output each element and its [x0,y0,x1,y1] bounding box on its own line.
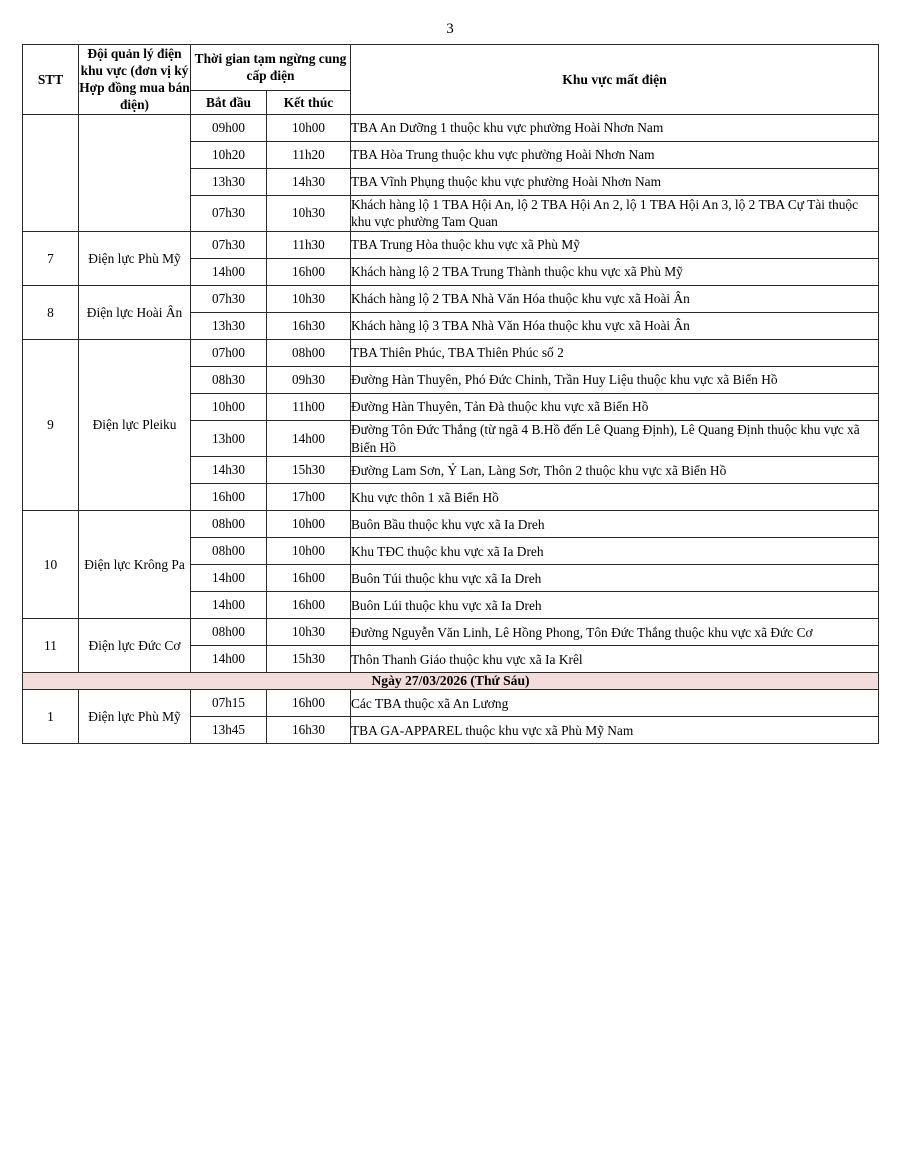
cell-area: TBA GA-APPAREL thuộc khu vực xã Phù Mỹ Nam [351,717,879,744]
cell-area: Đường Hàn Thuyên, Tản Đà thuộc khu vực xã Biển Hồ [351,394,879,421]
cell-area: Khu TĐC thuộc khu vực xã Ia Dreh [351,538,879,565]
cell-stt: 10 [23,511,79,619]
cell-area: Khách hàng lộ 2 TBA Nhà Văn Hóa thuộc khu vực xã Hoài Ân [351,286,879,313]
cell-area: Khách hàng lộ 1 TBA Hội An, lộ 2 TBA Hội An 2, lộ 1 TBA Hội An 3, lộ 2 TBA Cự Tài thuộc khu vực phường Tam Quan [351,195,879,231]
page-number: 3 [446,21,454,37]
cell-team: Điện lực Phù Mỹ [79,232,191,286]
cell-area: Khách hàng lộ 2 TBA Trung Thành thuộc khu vực xã Phù Mỹ [351,259,879,286]
cell-end-time: 14h00 [267,421,351,457]
cell-area: TBA An Dưỡng 1 thuộc khu vực phường Hoài Nhơn Nam [351,114,879,141]
header-start-time: Bắt đầu [191,90,267,114]
cell-end-time: 11h20 [267,141,351,168]
cell-start-time: 14h00 [191,565,267,592]
cell-area: Buôn Lúi thuộc khu vực xã Ia Dreh [351,592,879,619]
cell-start-time: 14h00 [191,646,267,673]
cell-end-time: 16h00 [267,565,351,592]
cell-end-time: 16h30 [267,717,351,744]
cell-end-time: 10h30 [267,619,351,646]
cell-area: Khu vực thôn 1 xã Biển Hồ [351,484,879,511]
cell-end-time: 10h00 [267,114,351,141]
cell-area: Buôn Túi thuộc khu vực xã Ia Dreh [351,565,879,592]
cell-area: Đường Hàn Thuyên, Phó Đức Chinh, Trần Huy Liệu thuộc khu vực xã Biển Hồ [351,367,879,394]
cell-start-time: 07h30 [191,195,267,231]
cell-end-time: 08h00 [267,340,351,367]
cell-end-time: 17h00 [267,484,351,511]
table-row [23,511,879,538]
header-end-time: Kết thúc [267,90,351,114]
cell-team: Điện lực Phù Mỹ [79,690,191,744]
cell-area: Thôn Thanh Giáo thuộc khu vực xã Ia Krêl [351,646,879,673]
header-area: Khu vực mất điện [351,45,879,115]
cell-end-time: 11h00 [267,394,351,421]
cell-start-time: 07h00 [191,340,267,367]
cell-stt [23,114,79,231]
cell-start-time: 07h30 [191,232,267,259]
cell-end-time: 15h30 [267,646,351,673]
cell-start-time: 13h30 [191,168,267,195]
table-row [23,619,879,646]
cell-start-time: 14h00 [191,259,267,286]
cell-area: Đường Nguyễn Văn Linh, Lê Hồng Phong, Tôn Đức Thắng thuộc khu vực xã Đức Cơ [351,619,879,646]
header-team: Đội quản lý điện khu vực (đơn vị ký Hợp đồng mua bán điện) [79,46,190,113]
cell-start-time: 09h00 [191,114,267,141]
cell-end-time: 14h30 [267,168,351,195]
cell-end-time: 16h00 [267,690,351,717]
table-row [23,690,879,717]
table-body [23,114,879,744]
cell-area: TBA Thiên Phúc, TBA Thiên Phúc số 2 [351,340,879,367]
cell-start-time: 07h15 [191,690,267,717]
cell-start-time: 13h45 [191,717,267,744]
cell-start-time: 16h00 [191,484,267,511]
cell-area: Các TBA thuộc xã An Lương [351,690,879,717]
cell-end-time: 16h00 [267,259,351,286]
date-banner: Ngày 27/03/2026 (Thứ Sáu) [23,673,879,690]
cell-start-time: 08h30 [191,367,267,394]
cell-start-time: 14h30 [191,457,267,484]
cell-area: Buôn Bầu thuộc khu vực xã Ia Dreh [351,511,879,538]
cell-stt: 1 [23,690,79,744]
outage-schedule-table-wrapper [22,44,878,744]
cell-end-time: 16h00 [267,592,351,619]
cell-start-time: 14h00 [191,592,267,619]
table-header [23,45,879,115]
cell-end-time: 10h00 [267,511,351,538]
cell-stt: 7 [23,232,79,286]
cell-end-time: 10h30 [267,286,351,313]
date-banner-row [23,673,879,690]
cell-start-time: 08h00 [191,619,267,646]
cell-stt: 9 [23,340,79,511]
cell-end-time: 15h30 [267,457,351,484]
cell-team [79,114,191,231]
cell-stt: 8 [23,286,79,340]
cell-team: Điện lực Đức Cơ [79,619,191,673]
cell-team: Điện lực Pleiku [79,340,191,511]
cell-end-time: 09h30 [267,367,351,394]
table-row [23,340,879,367]
cell-area: TBA Vĩnh Phụng thuộc khu vực phường Hoài Nhơn Nam [351,168,879,195]
cell-stt: 11 [23,619,79,673]
cell-start-time: 08h00 [191,511,267,538]
table-row [23,286,879,313]
cell-start-time: 10h20 [191,141,267,168]
header-time-group: Thời gian tạm ngừng cung cấp điện [191,45,351,91]
table-row [23,114,879,141]
cell-end-time: 10h30 [267,195,351,231]
cell-area: TBA Trung Hòa thuộc khu vực xã Phù Mỹ [351,232,879,259]
cell-team: Điện lực Hoài Ân [79,286,191,340]
cell-end-time: 10h00 [267,538,351,565]
cell-end-time: 11h30 [267,232,351,259]
header-row-primary [23,45,879,91]
header-stt: STT [23,45,79,115]
cell-area: Khách hàng lộ 3 TBA Nhà Văn Hóa thuộc khu vực xã Hoài Ân [351,313,879,340]
table-row [23,232,879,259]
cell-area: Đường Lam Sơn, Ỷ Lan, Làng Sơr, Thôn 2 thuộc khu vực xã Biển Hồ [351,457,879,484]
cell-start-time: 07h30 [191,286,267,313]
cell-area: Đường Tôn Đức Thắng (từ ngã 4 B.Hồ đến Lê Quang Định), Lê Quang Định thuộc khu vực xã Biển Hồ [351,421,879,457]
cell-start-time: 13h30 [191,313,267,340]
cell-start-time: 10h00 [191,394,267,421]
outage-schedule-table [22,44,879,744]
cell-area: TBA Hòa Trung thuộc khu vực phường Hoài Nhơn Nam [351,141,879,168]
cell-start-time: 08h00 [191,538,267,565]
cell-start-time: 13h00 [191,421,267,457]
cell-team: Điện lực Krông Pa [79,511,191,619]
cell-end-time: 16h30 [267,313,351,340]
